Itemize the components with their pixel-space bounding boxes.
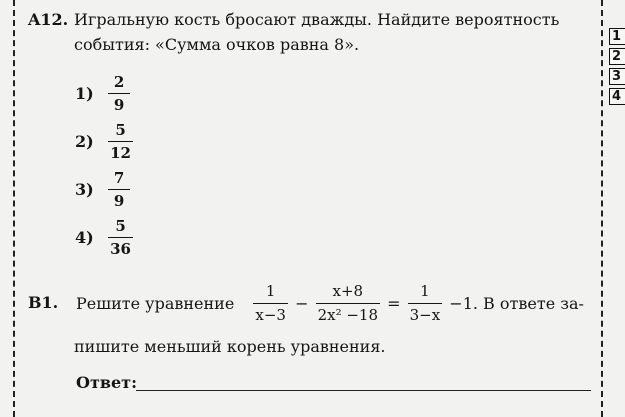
right-cut-line (601, 0, 603, 417)
task-b1-line2: пишите меньший корень уравнения. (74, 337, 386, 356)
option-1-fraction (108, 72, 130, 115)
answer-input-line[interactable] (136, 390, 591, 391)
option-3-numerator: 7 (113, 169, 125, 187)
fraction-1-numerator: 1 (265, 282, 276, 300)
option-2-denominator: 12 (108, 141, 133, 163)
option-1-number: 1) (75, 84, 94, 103)
answer-label: Ответ: (76, 373, 137, 392)
answer-box-2[interactable]: 2 (609, 48, 625, 65)
option-4-numerator: 5 (115, 217, 126, 235)
minus-sign: − (295, 294, 309, 313)
fraction-2-denominator: 2x² −18 (316, 303, 380, 326)
task-a12-label: A12. (28, 10, 69, 29)
option-2-fraction (108, 120, 133, 163)
option-3[interactable] (75, 168, 130, 211)
task-a12-stem-line2: события: «Сумма очков равна 8». (74, 35, 360, 54)
fraction-1-denominator: x−3 (253, 303, 288, 326)
fraction-2-numerator: x+8 (332, 282, 364, 300)
task-b1-tail-text: −1. В ответе за- (449, 294, 584, 313)
task-b1-label: B1. (28, 293, 59, 312)
fraction-2 (316, 281, 380, 326)
task-a12-stem-line1: Игральную кость бросают дважды. Найдите вероятность (74, 10, 560, 29)
equals-sign: = (387, 294, 401, 313)
left-cut-line (13, 0, 15, 417)
fraction-1 (253, 281, 288, 326)
option-4-denominator: 36 (108, 237, 133, 259)
option-1-denominator: 9 (108, 93, 130, 115)
option-3-fraction (108, 168, 130, 211)
fraction-3-numerator: 1 (420, 282, 430, 300)
option-2-numerator: 5 (115, 121, 126, 139)
option-2-number: 2) (75, 132, 94, 151)
option-4[interactable] (75, 216, 133, 259)
option-3-number: 3) (75, 180, 94, 199)
option-2[interactable] (75, 120, 133, 163)
option-4-fraction (108, 216, 133, 259)
fraction-3 (408, 281, 443, 326)
option-3-denominator: 9 (108, 189, 130, 211)
answer-box-4[interactable]: 4 (609, 88, 625, 105)
answer-box-1[interactable]: 1 (609, 28, 625, 45)
task-b1-text-before: Решите уравнение (76, 294, 235, 313)
option-1-numerator: 2 (113, 73, 125, 91)
task-b1-equation-line (74, 281, 586, 326)
fraction-3-denominator: 3−x (408, 303, 443, 326)
answer-box-3[interactable]: 3 (609, 68, 625, 85)
option-1[interactable] (75, 72, 130, 115)
option-4-number: 4) (75, 228, 94, 247)
answer-boxes-column (609, 28, 625, 108)
